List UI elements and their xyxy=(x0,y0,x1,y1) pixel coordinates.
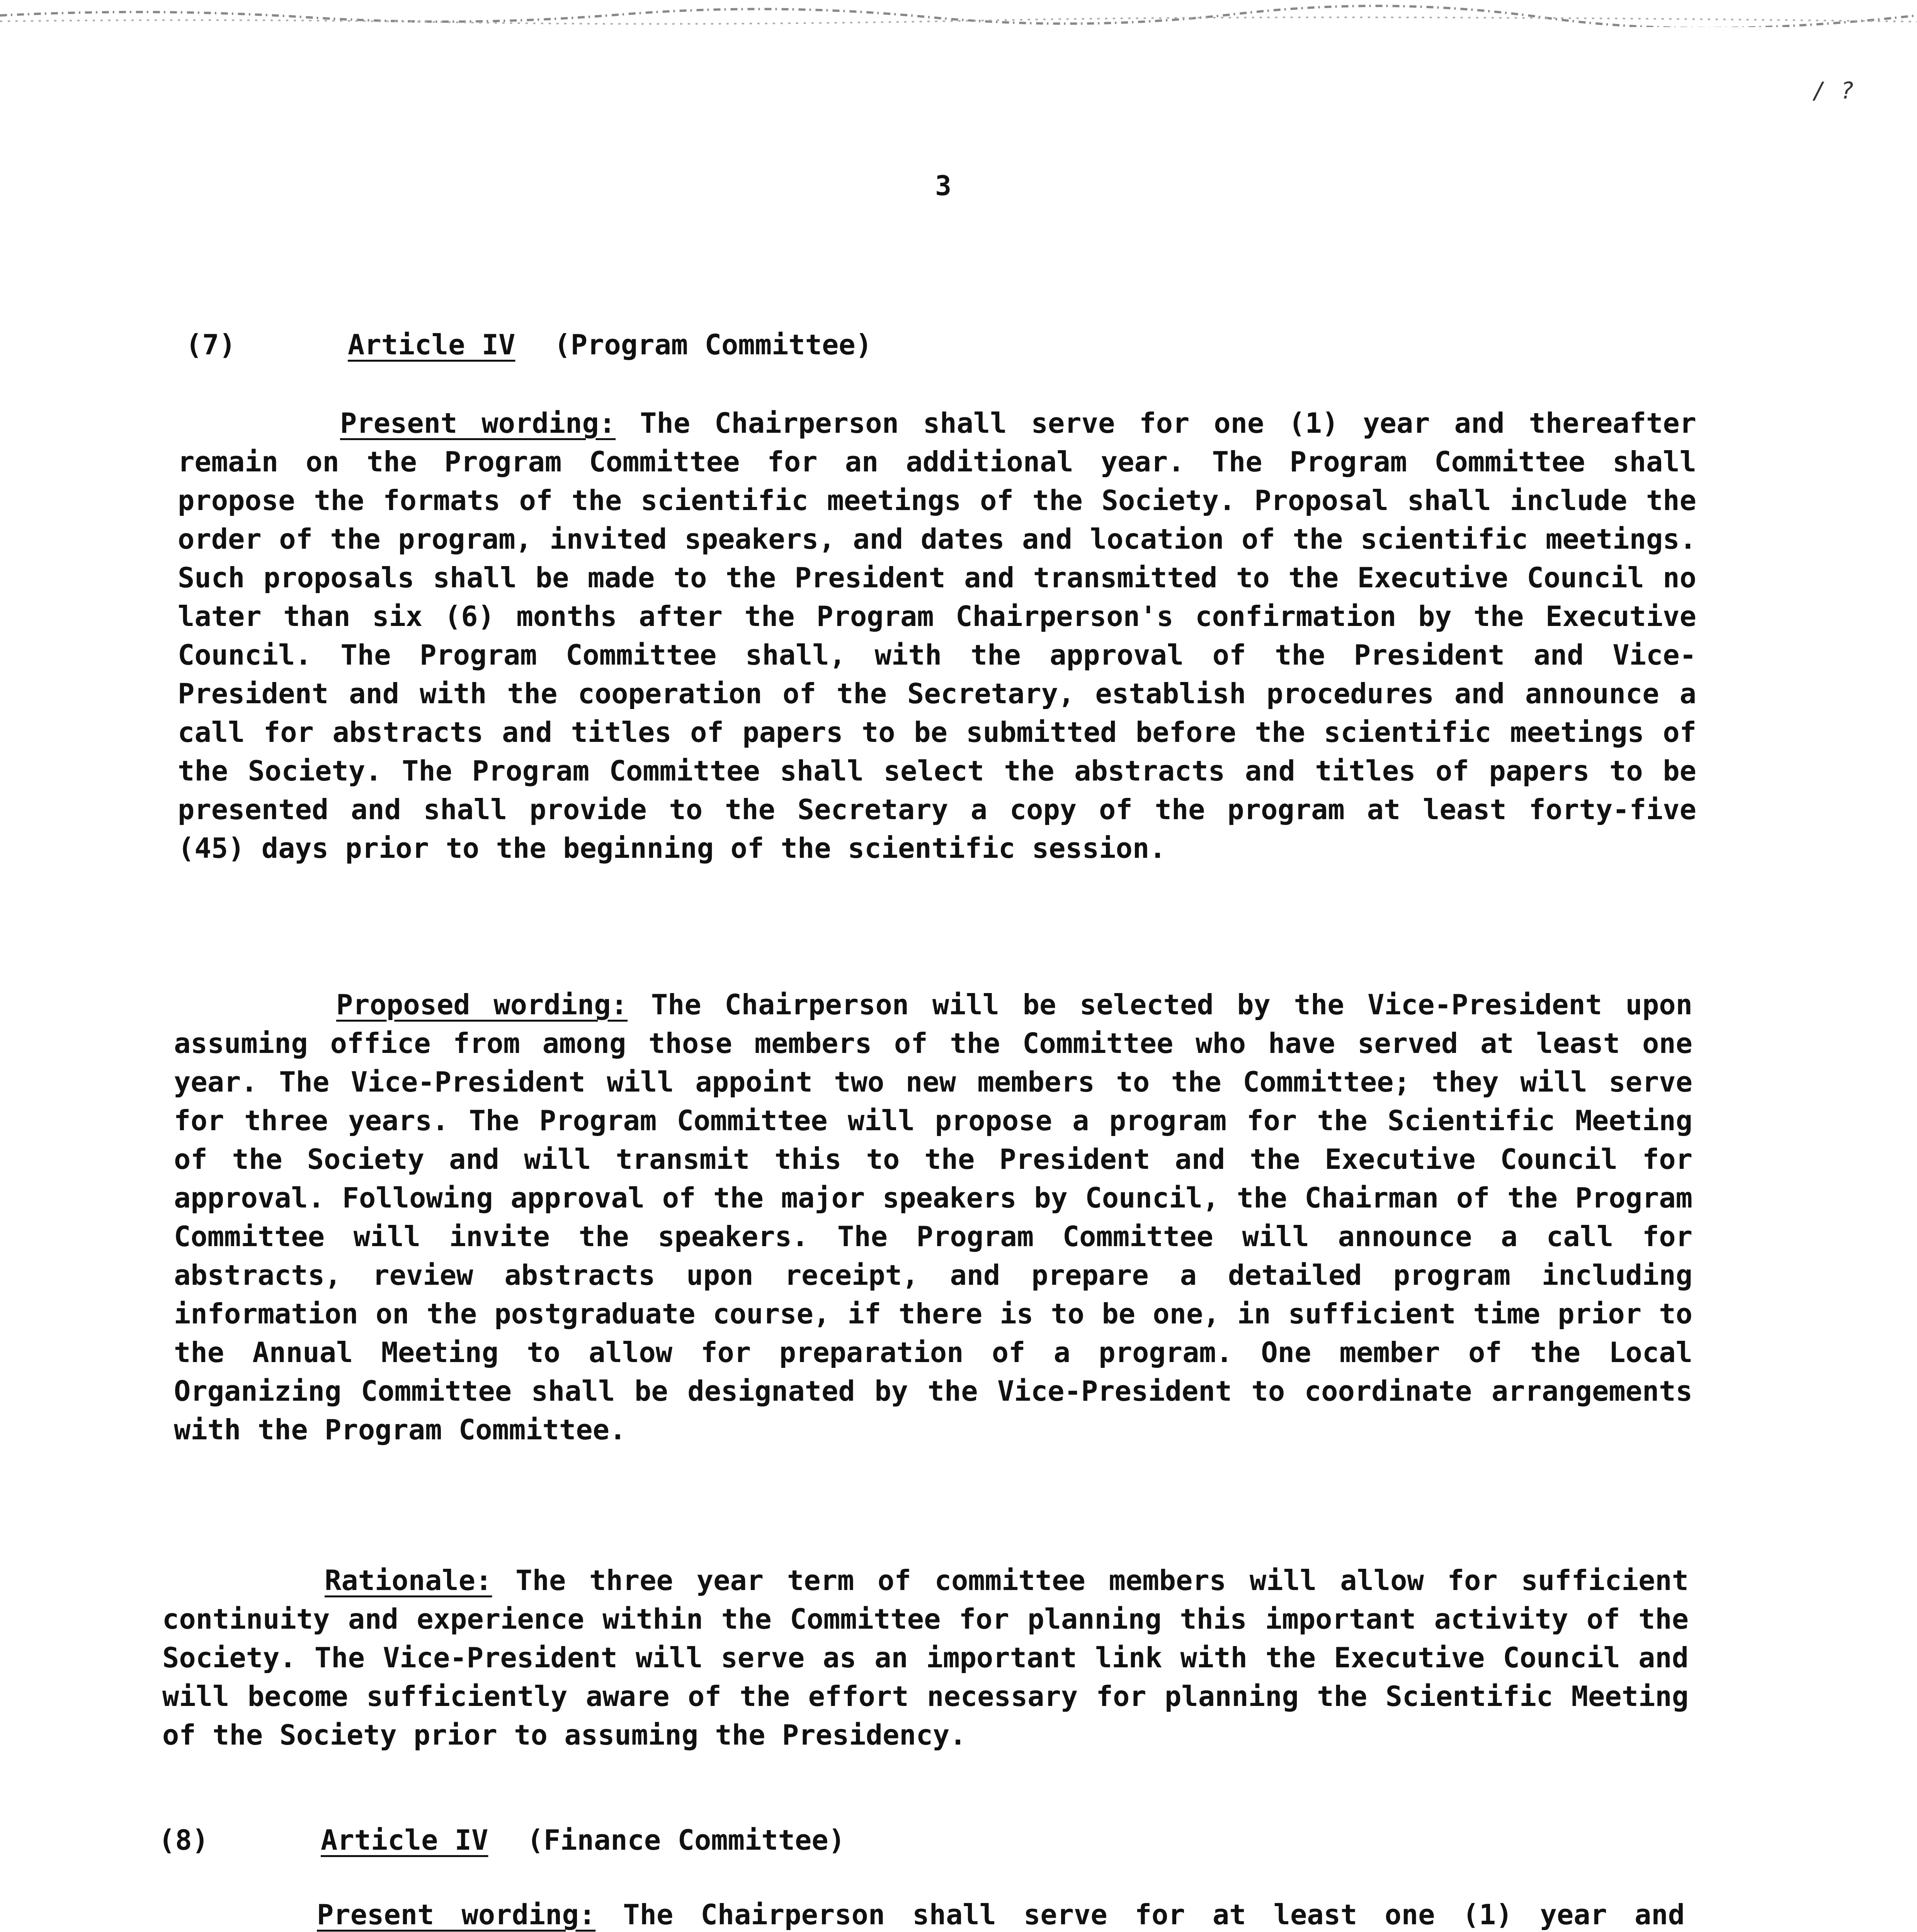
page-number: 3 xyxy=(935,170,952,202)
section-7-present-wording xyxy=(178,404,1696,867)
article-label: Article IV xyxy=(348,328,515,361)
section-7-rationale xyxy=(162,1561,1689,1754)
section-number: (7) xyxy=(185,328,236,361)
scan-edge-artifact xyxy=(0,0,1917,27)
section-subject: (Finance Committee) xyxy=(527,1824,845,1856)
paragraph-label: Rationale: xyxy=(325,1564,492,1597)
article-label: Article IV xyxy=(321,1824,488,1856)
paragraph-label: Present wording: xyxy=(317,1898,596,1931)
section-subject: (Program Committee) xyxy=(554,328,873,361)
section-8-heading xyxy=(158,1824,845,1856)
corner-handwritten-mark: / ? xyxy=(1812,77,1854,104)
paragraph-text: The Chairperson will be selected by the Vice-President upon assuming office from among those members of the Committee who have served at least one year. The Vice-President will appoint two new members to the Committee; they will serve for three years. The Program Committee will propose a program for the Scientific Meeting of the Society and will transmit this to the President and the Executive Council for approval. Following approval of the major speakers by Council, the Chairman of the Program Committee will invite the speakers. The Program Committee will announce a call for abstracts, review abstracts upon receipt, and prepare a detailed program including information on the postgraduate course, if there is to be one, in sufficient time prior to the Annual Meeting to allow for preparation of a program. One member of the Local Organizing Committee shall be designated by the Vice-President to coordinate arrangements with the Program Committee. xyxy=(174,988,1692,1446)
paragraph-label: Present wording: xyxy=(340,407,616,439)
section-7-proposed-wording xyxy=(174,985,1692,1449)
paragraph-text: The Chairperson shall serve for one (1) year and thereafter remain on the Program Committee for an additional year. The Program Committee shall propose the formats of the scientific meetings of the Society. Proposal shall include the order of the program, invited speakers, and dates and location of the scientific meetings. Such proposals shall be made to the President and transmitted to the Executive Council no later than six (6) months after the Program Chairperson's confirmation by the Executive Council. The Program Committee shall, with the approval of the President and Vice-President and with the cooperation of the Secretary, establish procedures and announce a call for abstracts and titles of papers to be submitted before the scientific meetings of the Society. The Program Committee shall select the abstracts and titles of papers to be presented and shall provide to the Secretary a copy of the program at least forty-five (45) days prior to the beginning of the scientific session. xyxy=(178,407,1697,864)
section-number: (8) xyxy=(158,1824,209,1856)
paragraph-label: Proposed wording: xyxy=(336,988,628,1021)
paragraph-text: The three year term of committee members will allow for sufficient continuity and experience within the Committee for planning this important activity of the Society. The Vice-President will serve as an important link with the Executive Council and will become sufficiently aware of the effort necessary for planning the Scientific Meeting of the Society prior to assuming the Presidency. xyxy=(162,1564,1689,1751)
section-7-heading xyxy=(185,328,872,361)
section-8-present-wording xyxy=(155,1895,1685,1932)
paragraph-text: The Chairperson shall serve for at least one (1) year and xyxy=(623,1898,1685,1931)
